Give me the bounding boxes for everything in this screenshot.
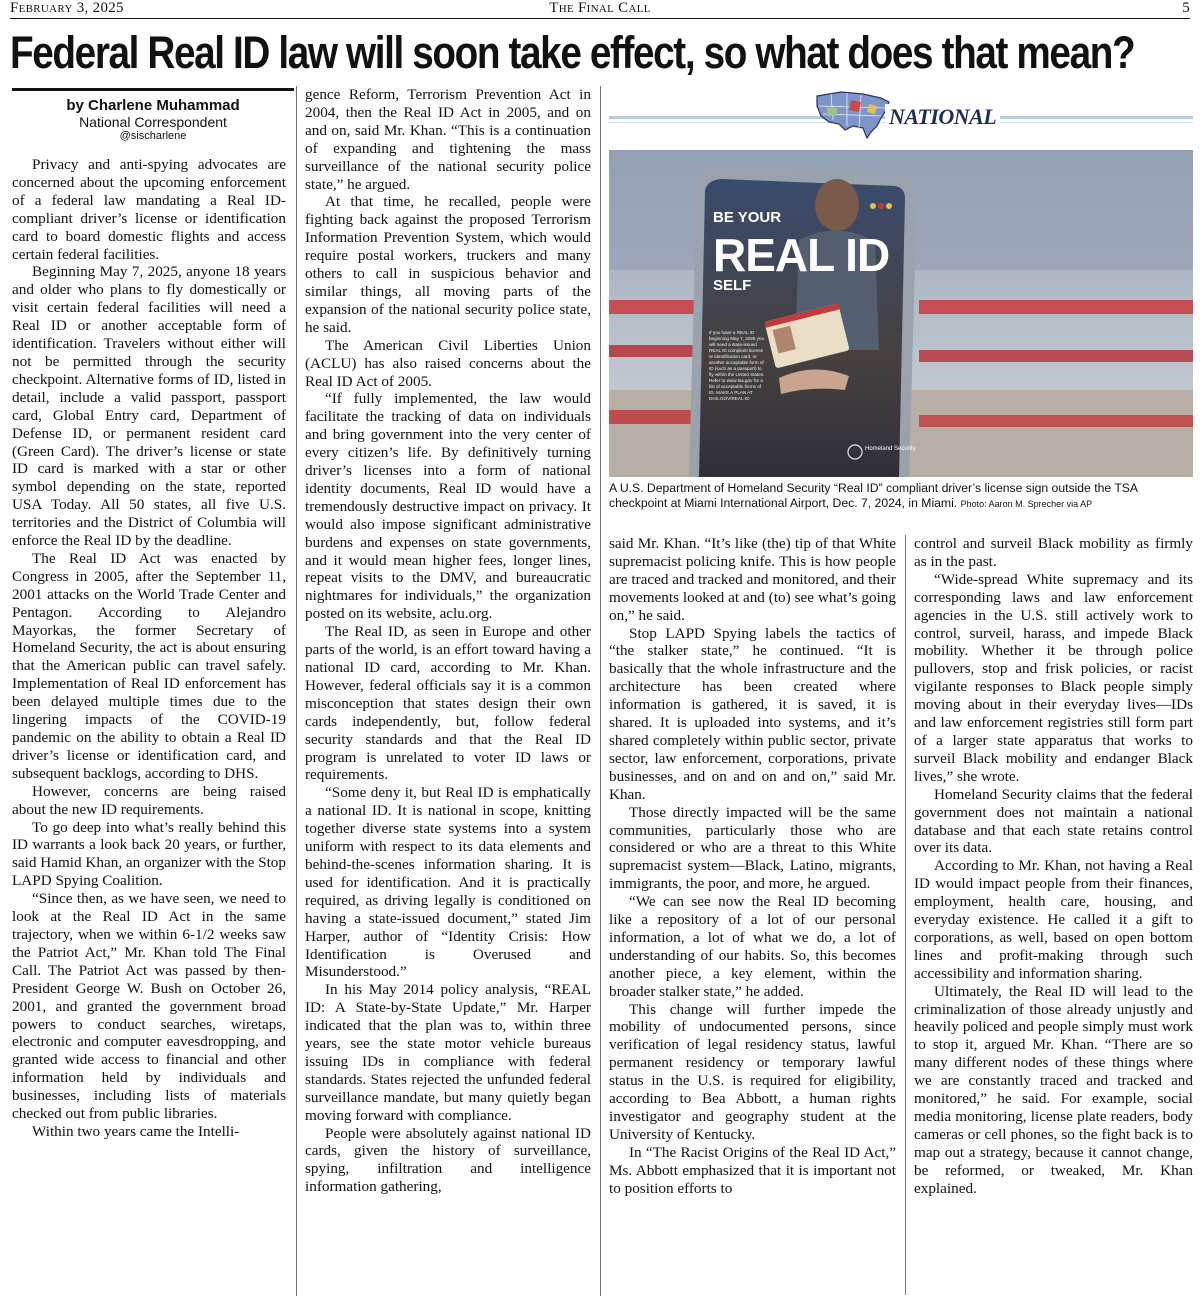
body-paragraph: “We can see now the Real ID becoming like a repository of a lot of our personal information, a lot of what we do, a lot of understanding of our habits. So, this becomes another piece, a key element, within the broader stalker state,” he added. <box>609 893 896 1000</box>
article-photo <box>609 150 1193 477</box>
body-paragraph: Homeland Security claims that the federal government does not maintain a national database and that each state retains control over its data. <box>914 785 1193 857</box>
body-column-4 <box>914 535 1193 1295</box>
body-paragraph: In “The Racist Origins of the Real ID Act,” Ms. Abbott emphasized that it is important not to position efforts to <box>609 1143 896 1197</box>
article-headline: Federal Real ID law will soon take effect, so what does that mean? <box>10 27 1135 78</box>
photo-credit: Photo: Aaron M. Sprecher via AP <box>960 498 1093 509</box>
body-paragraph: The Real ID, as seen in Europe and other parts of the world, is an effort toward having a national ID card, according to Mr. Khan. However, federal officials say it is a common misconception that states design their own cards independently, but, follow federal security standards and that the Real ID program is unrelated to voter ID laws or requirements. <box>305 623 591 784</box>
body-paragraph: According to Mr. Khan, not having a Real ID would impact people from their finances, employment, health care, housing, and everyday existence. He called it a gift to corporations, as well, based on open bottom lines and profit-making through such accessibility and information sharing. <box>914 857 1193 982</box>
body-paragraph: The Real ID Act was enacted by Congress in 2005, after the September 11, 2001 attacks on the World Trade Center and Pentagon. According to Alejandro Mayorkas, the former Secretary of Homeland Security, the act is about ensuring that the American public can travel safely. Implementation of Real ID enforcement has been delayed multiple times due to the lingering impacts of the COVID-19 pandemic on the ability to obtain a Real ID driver’s license or identification card, and subsequent backlogs, according to DHS. <box>12 549 286 782</box>
byline-handle: @sischarlene <box>119 130 187 142</box>
us-map-icon <box>811 86 895 142</box>
folio-rule <box>10 18 1190 19</box>
sign-brand: Homeland Security <box>865 446 916 452</box>
body-column-1 <box>12 156 286 1296</box>
body-paragraph: gence Reform, Terrorism Prevention Act in 2004, then the Real ID Act in 2005, and on and on, said Mr. Khan. “This is a continuation of expanding and tightening the mass surveillance of the national security police state,” he argued. <box>305 86 591 193</box>
column-divider <box>600 86 601 1296</box>
body-paragraph: “If fully implemented, the law would facilitate the tracking of data on individuals and bring government into the very center of every citizen’s life. By definitively turning driver’s licenses into a form of national identity documents, Real ID would have a tremendously destructive impact on privacy. It would also impose significant administrative burdens and expenses on state governments, and it would mean higher fees, longer lines, repeat visits to the DMV, and bureaucratic nightmares for individuals,” the organization posted on its website, aclu.org. <box>305 390 591 623</box>
byline-author: by Charlene Muhammad <box>66 97 240 114</box>
body-paragraph: Beginning May 7, 2025, anyone 18 years and older who plans to fly domestically or visit certain federal facilities will need a Real ID or another acceptable form of identification. Travelers without either will not be permitted through the security checkpoint. Alternative forms of ID, listed in detail, include a valid passport, passport card, Global Entry card, Department of Defense ID, or permanent resident card (Green Card). The driver’s license or state ID card is marked with a star or other symbol depending on the state, reported USA Today. All 50 states, all five U.S. territories and the District of Columbia will enforce the Real ID by the deadline. <box>12 263 286 550</box>
photo-caption <box>609 481 1193 511</box>
section-label-text: NATIONAL <box>885 104 1000 130</box>
body-paragraph: “Wide-spread White supremacy and its corresponding laws and law enforcement agencies in the U.S. still actively work to control, surveil, harass, and impede Black mobility. Whether it be through police pullovers, stop and frisk policies, or racist vigilante responses to Black people simply moving about in their everyday lives—IDs and law enforcement registries still form part of a larger state apparatus that works to surveil Black mobility and endanger Black lives,” she wrote. <box>914 570 1193 785</box>
body-paragraph: “Since then, as we have seen, we need to look at the Real ID Act in the same trajectory, when we within 6-1/2 weeks saw the Patriot Act,” Mr. Khan told The Final Call. The Patriot Act was passed by then-President George W. Bush on October 26, 2001, and granted the government broad powers to conduct searches, wiretaps, electronic and computer eavesdropping, and granted wide access to financial and other information held by individuals and businesses, including lists of materials checked out from public libraries. <box>12 890 286 1123</box>
caption-text: A U.S. Department of Homeland Security “Real ID” compliant driver’s license sign outside the TSA checkpoint at Miami International Airport, Dec. 7, 2024, in Miami. <box>609 481 1138 510</box>
body-paragraph: At that time, he recalled, people were fighting back against the proposed Terrorism Information Prevention System, which would require postal workers, truckers and many others to call in suspicious behavior and similar things, all moving parts of the expansion of the national security police state, he said. <box>305 193 591 336</box>
byline <box>12 88 294 142</box>
newspaper-name: The Final Call <box>549 0 651 16</box>
section-label-national <box>609 86 1193 150</box>
column-divider <box>296 86 297 1296</box>
body-paragraph: People were absolutely against national ID cards, given the history of surveillance, spying, infiltration and intelligence information gathering, <box>305 1124 591 1196</box>
column-divider <box>905 535 906 1295</box>
body-paragraph: Ultimately, the Real ID will lead to the criminalization of those already unjustly and heavily policed and people simply must work to stop it, argued Mr. Khan. “There are so many different nodes of these things where we are constantly traced and tracked and monitored,” he said. For example, social media monitoring, license plate readers, body cameras or cell phones, so the fight back is to map out a strategy, because it cannot change, be reformed, or tweaked, Mr. Khan explained. <box>914 982 1193 1197</box>
body-paragraph: The American Civil Liberties Union (ACLU) has also raised concerns about the Real ID Act of 2005. <box>305 336 591 390</box>
byline-role: National Correspondent <box>79 114 227 130</box>
body-column-3 <box>609 535 896 1295</box>
body-paragraph: Those directly impacted will be the same communities, particularly those who are considered or who are a threat to this White supremacist system—Black, Latino, migrants, immigrants, the poor, and more, he argued. <box>609 803 896 893</box>
sign-line1: BE YOUR <box>713 209 782 226</box>
real-id-sign-photo <box>609 150 1193 477</box>
page-folio <box>10 0 1190 18</box>
body-paragraph: However, concerns are being raised about the new ID requirements. <box>12 782 286 818</box>
body-paragraph: To go deep into what’s really behind this ID warrants a look back 20 years, or further, said Hamid Khan, an organizer with the Stop LAPD Spying Coalition. <box>12 818 286 890</box>
body-column-2 <box>305 86 591 1296</box>
body-paragraph: This change will further impede the mobility of undocumented persons, since verification of legal residency status, lawful permanent residency or temporary lawful status in the U.S. is required for eligibility, according to Bea Abbott, a human rights investigator and geography student at the University of Kentucky. <box>609 1000 896 1143</box>
body-paragraph: In his May 2014 policy analysis, “REAL ID: A State-by-State Update,” Mr. Harper indicated that the plan was to, within three years, see the state motor vehicle bureaus issuing IDs in compliance with federal standards. States rejected the unfunded federal surveillance mandate, but many quietly began moving forward with compliance. <box>305 981 591 1124</box>
body-paragraph: Within two years came the Intelli- <box>32 1122 240 1140</box>
body-paragraph: Stop LAPD Spying labels the tactics of “the stalker state,” he continued. “It is basically that the whole infrastructure and the architecture has been created where information is gathered, it is saved, it is shared. It is uploaded into systems, and it’s shared completely within public sector, private sector, law enforcement, corporations, private businesses, and on and on and on,” said Mr. Khan. <box>609 624 896 803</box>
body-paragraph: said Mr. Khan. “It’s like (the) tip of that White supremacist policing knife. This is how people are traced and tracked and monitored, and their movements looked at and (to) see what’s going on,” he said. <box>609 535 896 624</box>
issue-date: February 3, 2025 <box>10 0 124 16</box>
body-paragraph: “Some deny it, but Real ID is emphatically a national ID. It is national in scope, knitting together diverse state systems into a system uniform with respect to its data elements and behind-the-scenes information sharing. It is used for identification. And it is practically required, as driving legally is conditioned on having a state-issued document,” stated Jim Harper, author of “Identity Crisis: How Identification is Overused and Misunderstood.” <box>305 784 591 981</box>
sign-line3: SELF <box>713 277 752 294</box>
body-paragraph: Privacy and anti-spying advocates are concerned about the upcoming enforcement of a federal law mandating a Real ID-compliant driver’s license or identification card to board domestic flights and access certain federal facilities. <box>12 156 286 263</box>
sign-line2: REAL ID <box>713 229 890 281</box>
sign-fine-print: If you have a REAL ID beginning May 7, 2025 you will need a state-issued REAL ID compliant license or identification card, or another acceptable form of ID (such as a passport) to fly within the United States. Refer to www.tsa.gov for a list of acceptable forms of ID. MAKE A PLAN AT DHS.GOV/REAL-ID <box>709 330 765 401</box>
page-number: 5 <box>1182 0 1190 16</box>
body-paragraph: control and surveil Black mobility as firmly as in the past. <box>914 535 1193 570</box>
